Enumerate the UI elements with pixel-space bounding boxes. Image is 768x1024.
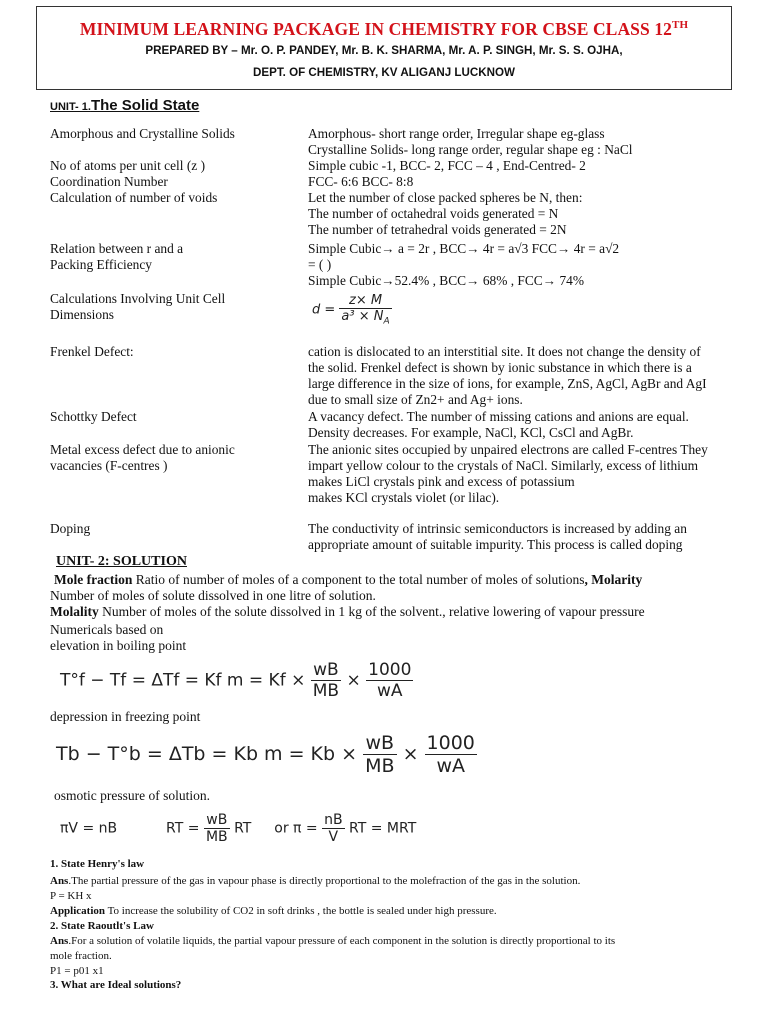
unit2-elevation-label: elevation in boiling point <box>50 638 187 653</box>
answer-2-formula: P1 = p01 x1 <box>50 965 104 977</box>
unit2-numericals: Numericals based on <box>50 622 164 637</box>
question-2: 2. State Raoutlt's Law <box>50 920 154 932</box>
question-3: 3. What are Ideal solutions? <box>50 979 182 991</box>
application-1: Application To increase the solubility of CO2 in soft drinks , the bottle is sealed under high pressure. <box>50 905 497 917</box>
department: DEPT. OF CHEMISTRY, KV ALIGANJ LUCKNOW <box>253 66 515 79</box>
osmotic-equation: πV = nB RT = $\frac{wB}{MB}$ RT or π = $\frac{nB}{V}$ RT = MRT <box>60 812 417 845</box>
unit2-molality: Molality Number of moles of the solute dissolved in 1 kg of the solvent., relative lowering of vapour pressure <box>50 604 645 619</box>
unit2-molarity: Number of moles of solute dissolved in one litre of solution. <box>50 588 376 603</box>
document-title: MINIMUM LEARNING PACKAGE IN CHEMISTRY FOR CBSE CLASS 12TH <box>79 19 689 39</box>
question-1: 1. State Henry's law <box>50 858 145 870</box>
answer-2-cont: mole fraction. <box>50 950 112 962</box>
unit2-osmotic-label: osmotic pressure of solution. <box>54 788 210 803</box>
depression-equation: Tb − T°b = ΔTb = Kb m = Kb × $\frac{wB}{MB}$ × $\frac{1000}{wA}$ <box>56 732 475 777</box>
document-header <box>36 6 732 90</box>
answer-1: Ans.The partial pressure of the gas in vapour phase is directly proportional to the molefraction of the gas in the solution. <box>50 875 581 887</box>
unit2-depression-label: depression in freezing point <box>50 709 201 724</box>
density-formula: d = $\frac{z\times M}{a^3 \times N_A}$ <box>312 293 390 327</box>
unit1-heading: UNIT- 1.The Solid State <box>50 97 200 114</box>
answer-2: Ans.For a solution of volatile liquids, the partial vapour pressure of each component in the solution is directly proportional to its <box>50 935 616 947</box>
unit2-heading: UNIT- 2: SOLUTION <box>56 554 187 569</box>
prepared-by: PREPARED BY – Mr. O. P. PANDEY, Mr. B. K. SHARMA, Mr. A. P. SINGH, Mr. S. S. OJHA, <box>145 44 623 57</box>
answer-1-formula: P = KH x <box>50 890 92 902</box>
elevation-equation: T°f − Tf = ΔTf = Kf m = Kf × $\frac{wB}{MB}$ × $\frac{1000}{wA}$ <box>60 660 412 701</box>
unit2-mole-fraction: Mole fraction Ratio of number of moles of a component to the total number of moles of solutions, Molarity <box>54 572 643 587</box>
